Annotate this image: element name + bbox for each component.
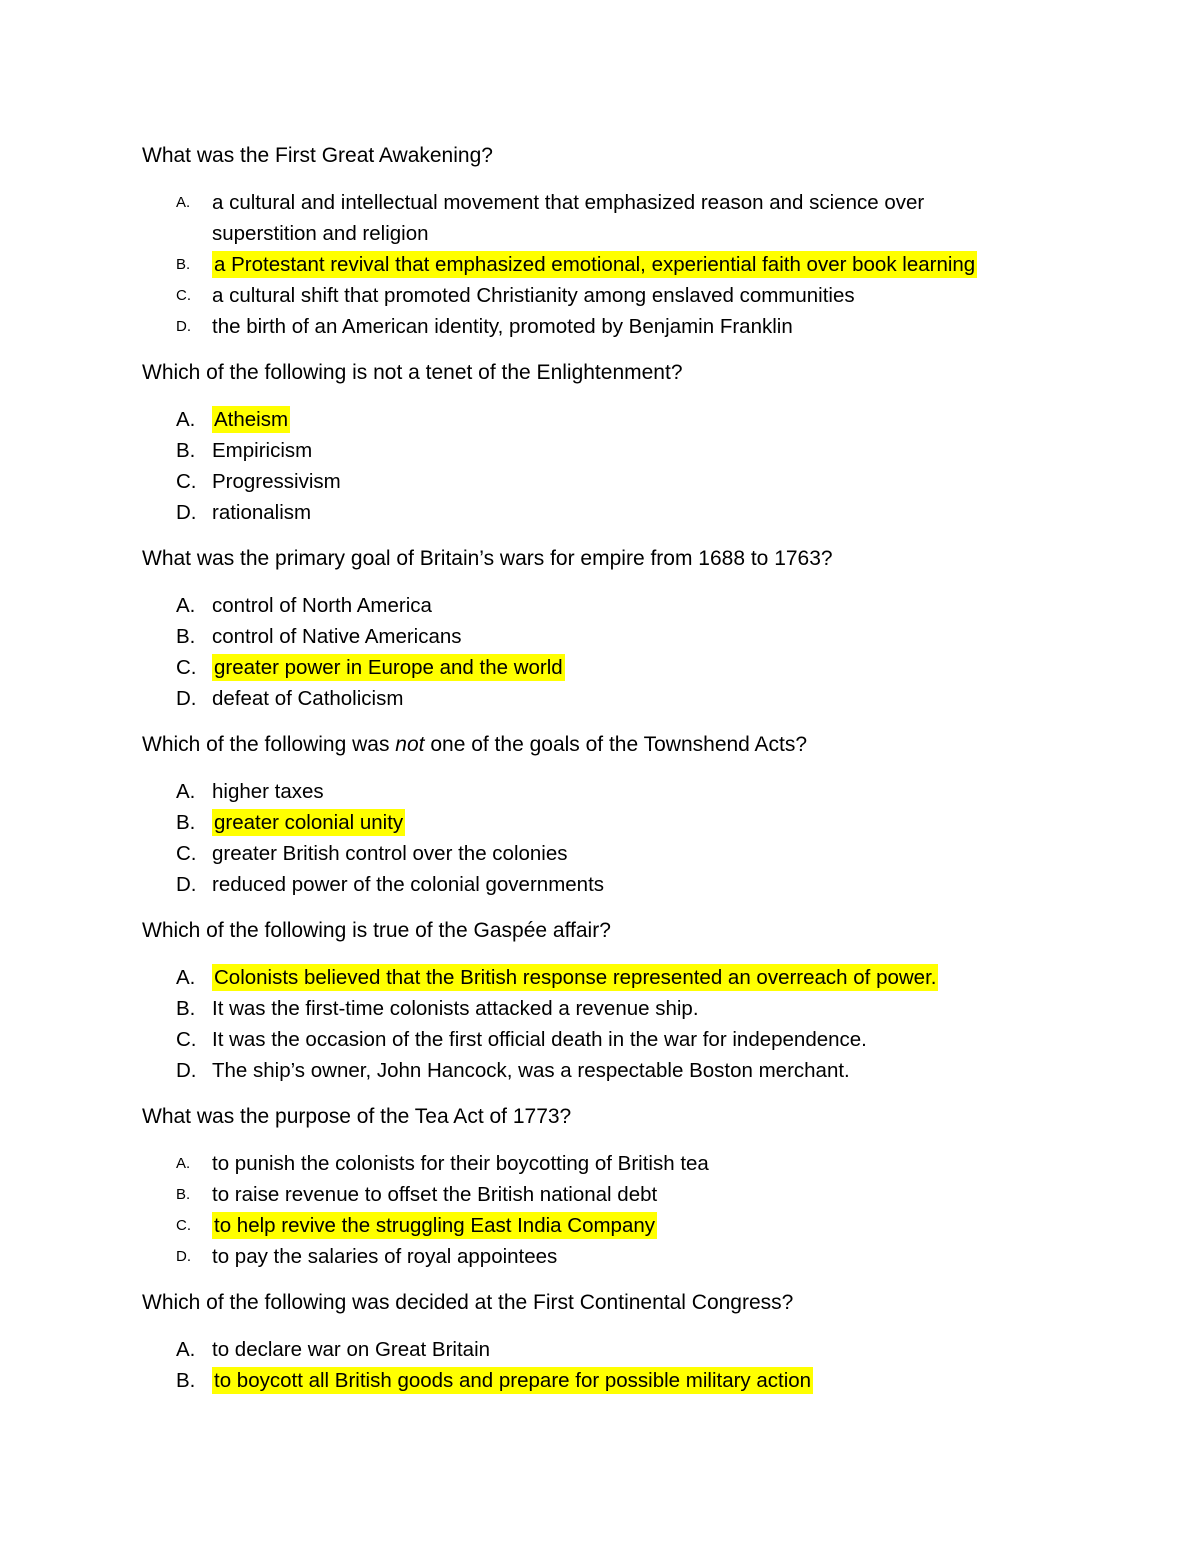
answer-option-c (142, 466, 1042, 497)
option-text: the birth of an American identity, promoted by Benjamin Franklin (212, 315, 793, 338)
question-text-end: one of the goals of the Townshend Acts? (424, 733, 808, 756)
answer-option-d (142, 869, 1042, 900)
question-7 (142, 1287, 1042, 1396)
answer-option-c (142, 1210, 1042, 1241)
answer-option-d (142, 1241, 1042, 1272)
answer-option-a (142, 590, 1042, 621)
option-text: to raise revenue to offset the British national debt (212, 1183, 658, 1206)
option-text: defeat of Catholicism (212, 687, 404, 710)
option-text: control of Native Americans (212, 625, 462, 648)
answer-options (142, 1334, 1042, 1396)
option-text: The ship’s owner, John Hancock, was a respectable Boston merchant. (212, 1059, 850, 1082)
question-5 (142, 915, 1042, 1086)
question-6 (142, 1101, 1042, 1272)
option-text: Empiricism (212, 439, 313, 462)
answer-option-a (142, 404, 1042, 435)
question-text (142, 729, 1042, 760)
option-letter: B. (176, 997, 196, 1020)
answer-option-b (142, 249, 1042, 280)
option-letter: B. (176, 625, 196, 648)
option-text-highlighted: greater power in Europe and the world (214, 656, 563, 679)
option-letter: A. (176, 194, 191, 211)
option-letter: D. (176, 1248, 191, 1265)
option-text: to punish the colonists for their boycotting of British tea (212, 1152, 709, 1175)
option-letter: D. (176, 687, 197, 710)
option-letter: B. (176, 439, 196, 462)
answer-options (142, 776, 1042, 900)
answer-options (142, 1148, 1042, 1272)
answer-option-c (142, 838, 1042, 869)
option-text: a cultural shift that promoted Christianity among enslaved communities (212, 284, 855, 307)
option-text: a cultural and intellectual movement that emphasized reason and science over superstition and religion (212, 191, 925, 245)
quiz-document (142, 140, 1042, 1411)
option-letter: A. (176, 594, 196, 617)
option-text: Progressivism (212, 470, 341, 493)
option-letter: A. (176, 408, 196, 431)
option-letter: B. (176, 1186, 191, 1203)
question-1 (142, 140, 1042, 342)
option-letter: D. (176, 1059, 197, 1082)
option-text: reduced power of the colonial governments (212, 873, 605, 896)
option-letter: A. (176, 966, 196, 989)
question-2 (142, 357, 1042, 528)
option-letter: B. (176, 811, 196, 834)
answer-options (142, 404, 1042, 528)
question-text: Which of the following was decided at the First Continental Congress? (142, 1291, 794, 1314)
answer-options (142, 590, 1042, 714)
answer-option-a (142, 962, 1042, 993)
option-letter: D. (176, 318, 191, 335)
option-letter: A. (176, 780, 196, 803)
answer-options (142, 962, 1042, 1086)
answer-option-a (142, 1334, 1042, 1365)
option-letter: B. (176, 1369, 196, 1392)
answer-option-a (142, 1148, 1042, 1179)
question-3 (142, 543, 1042, 714)
answer-option-b (142, 435, 1042, 466)
answer-option-c (142, 1024, 1042, 1055)
option-letter: C. (176, 287, 191, 304)
option-letter: D. (176, 501, 197, 524)
option-text: to pay the salaries of royal appointees (212, 1245, 558, 1268)
answer-option-c (142, 652, 1042, 683)
option-letter: C. (176, 656, 197, 679)
option-text: control of North America (212, 594, 432, 617)
option-letter: A. (176, 1338, 196, 1361)
option-text-highlighted: to help revive the struggling East India Company (214, 1214, 656, 1237)
answer-option-d (142, 683, 1042, 714)
option-letter: C. (176, 470, 197, 493)
option-text-highlighted: Colonists believed that the British response represented an overreach of power. (214, 966, 937, 989)
answer-option-b (142, 993, 1042, 1024)
question-4 (142, 729, 1042, 900)
option-letter: C. (176, 1028, 197, 1051)
answer-option-d (142, 497, 1042, 528)
option-letter: D. (176, 873, 197, 896)
option-text: rationalism (212, 501, 312, 524)
question-text: Which of the following is true of the Gaspée affair? (142, 919, 611, 942)
option-letter: A. (176, 1155, 191, 1172)
option-letter: C. (176, 842, 197, 865)
answer-option-b (142, 621, 1042, 652)
answer-option-a (142, 187, 1042, 249)
answer-option-d (142, 311, 1042, 342)
answer-option-a (142, 776, 1042, 807)
option-text: greater British control over the colonies (212, 842, 568, 865)
option-text-highlighted: greater colonial unity (214, 811, 404, 834)
answer-options (142, 187, 1042, 342)
option-letter: C. (176, 1217, 191, 1234)
answer-option-c (142, 280, 1042, 311)
option-text: It was the occasion of the first official death in the war for independence. (212, 1028, 867, 1051)
option-text-highlighted: to boycott all British goods and prepare for possible military action (214, 1369, 812, 1392)
question-text-emphasis: not (395, 733, 425, 756)
question-text: Which of the following is not a tenet of the Enlightenment? (142, 361, 683, 384)
question-text: What was the First Great Awakening? (142, 144, 493, 167)
question-text-start: Which of the following was (142, 733, 396, 756)
option-text: to declare war on Great Britain (212, 1338, 491, 1361)
question-text: What was the purpose of the Tea Act of 1773? (142, 1105, 572, 1128)
option-text: higher taxes (212, 780, 324, 803)
option-text: It was the first-time colonists attacked a revenue ship. (212, 997, 699, 1020)
answer-option-b (142, 807, 1042, 838)
question-text: What was the primary goal of Britain’s wars for empire from 1688 to 1763? (142, 547, 833, 570)
option-letter: B. (176, 256, 191, 273)
answer-option-d (142, 1055, 1042, 1086)
answer-option-b (142, 1179, 1042, 1210)
option-text-highlighted: Atheism (214, 408, 289, 431)
option-text-highlighted: a Protestant revival that emphasized emotional, experiential faith over book learning (214, 253, 976, 276)
answer-option-b (142, 1365, 1042, 1396)
